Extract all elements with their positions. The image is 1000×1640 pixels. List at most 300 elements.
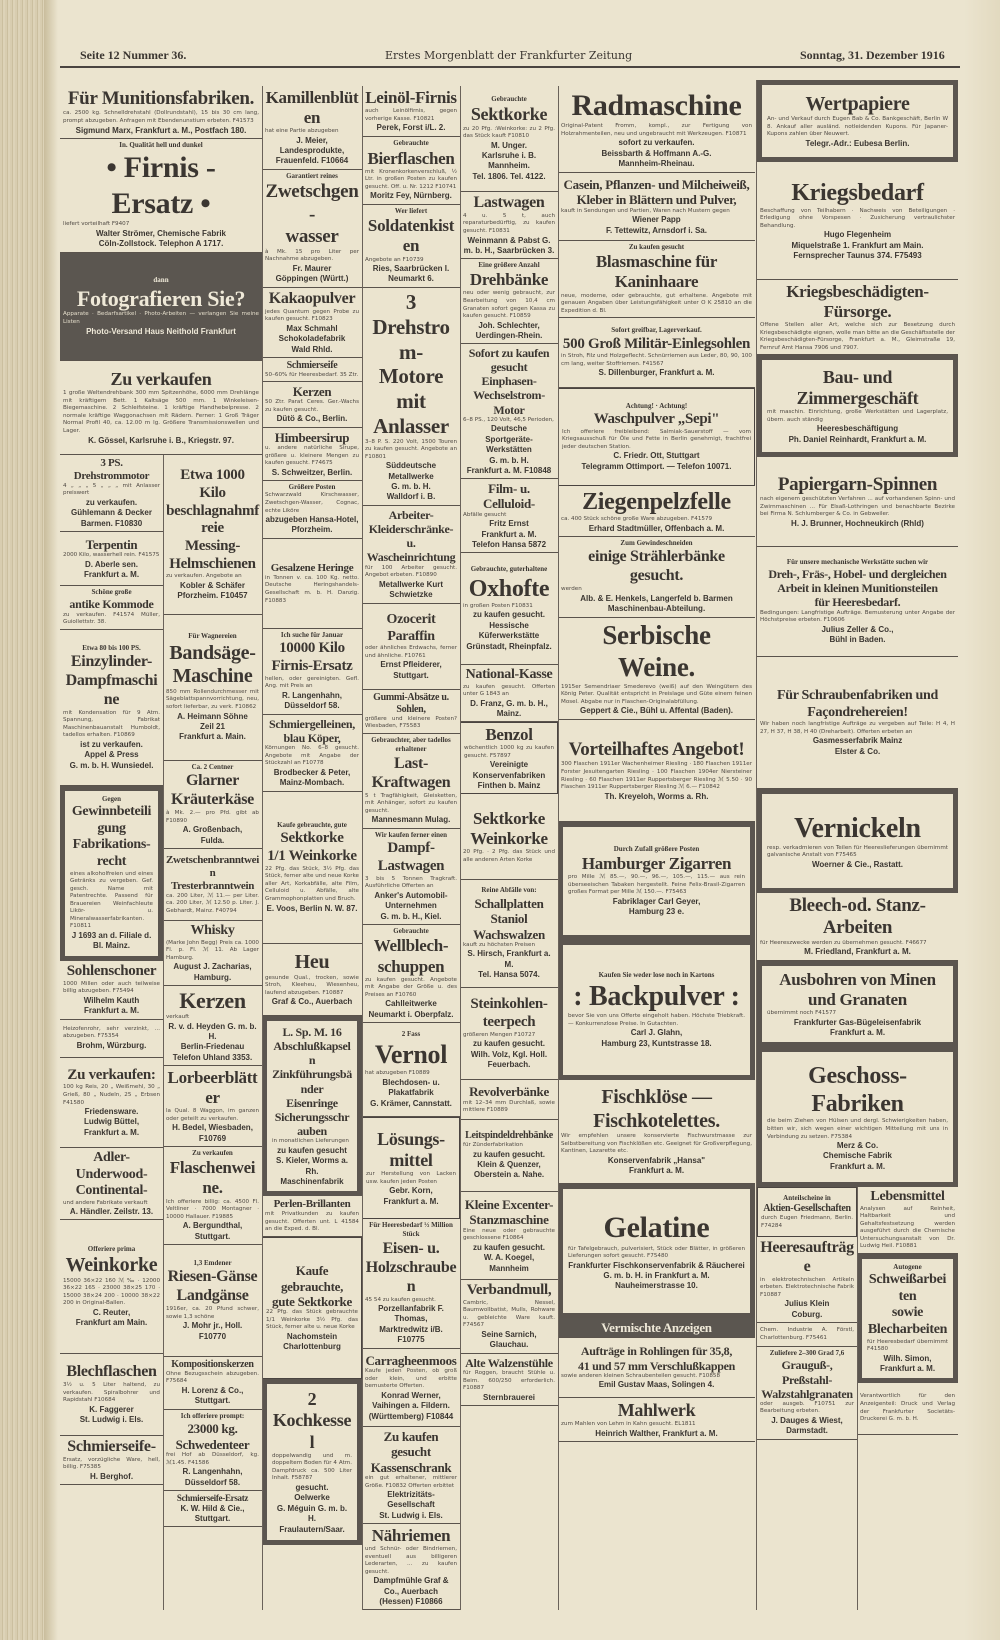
ad-body-text: 4 u. 5 t, auch reparaturbedürftig, zu kaufen gesucht. F10831	[463, 212, 555, 234]
ad-headline: Mahlwerk	[617, 1400, 696, 1420]
ad-advertiser: R. v. d. Heyden G. m. b. H. Berlin-Friedenau Telefon Uhland 3353.	[168, 1021, 257, 1062]
ad-body-text: Schwarzwald Kirschwasser, Zwetschgen-Wasser, Cognac, echte Liköre	[265, 492, 359, 514]
ad-body-text: jedes Quantum gegen Probe zu kaufen gesucht. F10823	[265, 308, 359, 323]
ad-headline: Leitspindeldrehbänke	[465, 1130, 553, 1142]
ad-advertiser: H. Bedel, Wiesbaden, F10769	[172, 1123, 253, 1143]
ad-body-text: oder ausgeb. F10751 zur Bearbeitung erbeten.	[760, 1400, 854, 1415]
ad-advertiser: Merz & Co. Chemische Fabrik Frankfurt a. M.	[823, 1141, 892, 1171]
ad-kicker: Zuliefere 2–300 Grad 7,6	[769, 1349, 845, 1357]
column-rule	[558, 86, 559, 1610]
ad-gesalzene-heringe	[262, 539, 362, 629]
ad-advertiser: Photo-Versand Haus Neithold Frankfurt	[86, 326, 236, 336]
ad-advertiser: Th. Kreyeloh, Worms a. Rh.	[604, 791, 709, 801]
ad-advertiser: M. Friedland, Frankfurt a. M.	[804, 947, 911, 957]
ad-kerzen	[262, 382, 362, 428]
ad-body-text: mit Privatkunden zu kaufen gesucht. Offerten unt. L 41584 an die Exped. d. Bl.	[265, 1210, 359, 1233]
ad-advertiser: H. J. Brunner, Hochneukirch (Rhld)	[791, 518, 924, 528]
ad-wellblech-schuppen	[362, 925, 460, 1023]
ad-headline: Ozocerit Paraffin	[386, 612, 436, 644]
ad-body-text: kauft zu höchsten Preisen	[463, 941, 536, 948]
ad-advertiser: J. Mohr jr., Holl. F10770	[182, 1321, 243, 1341]
ad-body-text: 4 „ „ „ 5 „ „ „ mit Anlasser preiswert	[63, 482, 160, 497]
ad-kicker: Durch Zufall größere Posten	[613, 844, 700, 853]
ad-headline: Sektkorke 1/1 Weinkorke	[267, 830, 357, 865]
ad-headline: Bleech-od. Stanz-Arbeiten	[789, 895, 926, 939]
ad-body-text: größere und kleinere Posten? Wiesbaden, F75583	[365, 715, 457, 730]
ad-body-text: neue, moderne, oder gebrauchte, gut erhaltene. Angebote mit genauen Angaben über Leistungsfähigkeit unter O K 25810 an die Expedition d. Bl.	[561, 292, 752, 314]
ad-riesen-gänse-landgänse	[163, 1245, 262, 1357]
ad-body-text: resp. verkadmieren von Teilen für Heereslieferungen übernimmt galvanische Anstalt von F75465	[767, 844, 948, 859]
ad-kicker: 1,3 Emdener	[193, 1258, 232, 1267]
ad-headline: Alte Walzenstühle	[465, 1356, 553, 1370]
ad-leinöl-firnis	[362, 86, 460, 137]
ad-body-text: 2000 Kilo, wasserhell rein. F41575	[63, 552, 160, 558]
ad-brohm-würzburg	[60, 1020, 163, 1058]
ad-advertiser: Sternbrauerei	[482, 1392, 536, 1402]
ad-advertiser: A. Händler. Zeilstr. 13.	[69, 1207, 154, 1217]
ad-advertiser: Ernst Pfleiderer, Stuttgart.	[380, 660, 442, 680]
ad-advertiser: zu kaufen gesucht. Hessische Küferwerkstätte Grünstadt, Rheinpfalz.	[466, 610, 552, 651]
ad-headline: Bierflaschen	[367, 148, 455, 168]
ad-fischklöse-fischkotelettes	[558, 1080, 755, 1184]
ad-kicker: Für Heeresbedarf ½ Million Stück	[369, 1221, 453, 1239]
ad-body-text: Verantwortlich für den Anzeigenteil: Druck und Verlag der Frankfurter Societäts-Druckerei G. m. b. H.	[860, 1393, 955, 1423]
ad-kicker: Gebrauchte	[393, 927, 429, 936]
header-rule	[60, 66, 960, 68]
ad-advertiser: zu kaufen gesucht. Klein & Quenzer, Oberstein a. Nahe.	[472, 1149, 545, 1180]
ad-headline: Film- u. Celluloid-	[483, 481, 535, 512]
ad-himbeersirup	[262, 428, 362, 481]
ad-kriegsbeschädigten-fürsorge	[757, 280, 958, 355]
ad-advertiser: Sigmund Marx, Frankfurt a. M., Postfach 180.	[75, 125, 247, 135]
ad-headline: Lebensmittel	[870, 1189, 945, 1204]
ad-body-text: Abfälle gesucht	[463, 511, 507, 518]
ad-headline: Zu verkaufen:	[67, 1066, 156, 1083]
ad-advertiser: Ries, Saarbrücken I. Neumarkt 6.	[372, 264, 450, 284]
ad-body-text: Ohne Bezugsschein abzugeben. F75684	[166, 1370, 259, 1385]
ad-schweißarbeiten-sowie-blecharb	[857, 1254, 958, 1383]
ad-body-text: 15000 36×22 160 ℳ ‰ · 12000 36×22 165 · 23000 38×25 170 · 15000 38×24 200 · 10000 38×22 200 in Original-Ballen.	[63, 1277, 160, 1307]
ad-headline: Kaufe gebrauchte, gute Sektkorke	[272, 1263, 352, 1309]
ad-weinkorke	[60, 1220, 163, 1354]
ad-headline: Lastwagen	[473, 194, 545, 211]
ad-headline: Kriegsbeschädigten-Fürsorge.	[786, 282, 929, 322]
ad-kicker: Gebrauchte, guterhaltene	[470, 565, 548, 574]
gutter-shadow	[44, 0, 58, 1640]
ad-headline: Blechflaschen	[66, 1363, 157, 1381]
ad-body-text: 1915er Semendriaer Smederevo (weiß) auf den Weingütern des König Peter. Qualität entspricht in Preislage und Güte einem feinen Mosel. Abgabe nur in Flaschen-Originalabfüllung.	[561, 683, 752, 705]
ad-headline: Leinöl-Firnis	[365, 88, 457, 107]
ad-kicker: Für Wagnereien	[188, 632, 237, 641]
ad-headline: Hamburger Zigarren	[581, 853, 732, 873]
ad-grauguß-preßstahl-walzstahlgra	[757, 1347, 857, 1440]
ad-aktien-gesellschaften	[757, 1187, 857, 1237]
ad-body-text: 50 Ztr. Paraf. Ceres. Ger.-Wachs zu kaufen gesucht.	[265, 399, 359, 413]
ad-body-text: 6–8 PS., 120 Volt, 46,5 Perioden,	[463, 416, 554, 423]
ad-body-text: 3–8 P. S. 220 Volt, 1500 Touren zu kaufen gesucht. Angebote an F10801	[365, 438, 457, 460]
ad-body-text: in elektrotechnischen Artikeln erbeten. Elektrotechnische Fabrik F10887	[760, 1276, 854, 1298]
ad-headline: Wertpapiere	[805, 92, 910, 115]
ad-body-text: zu kaufen gesucht. Angebote mit Angabe der Größe u. des Preises an F10760	[365, 976, 457, 998]
column-rule	[163, 455, 164, 1610]
ad-gelatine	[558, 1184, 755, 1318]
ad-headline: Zu verkaufen	[110, 369, 212, 390]
ad-für-schraubenfabriken-und-fa-o	[757, 657, 958, 789]
ad-advertiser: sofort zu verkaufen. Beissbarth & Hoffmann A.-G. Mannheim-Rheinau.	[601, 138, 712, 169]
ad-headline: Zu kaufen gesucht Kassenschrank	[370, 1429, 452, 1475]
ad-kicker: Eine größere Anzahl	[478, 261, 540, 269]
ad-kicker: Garantiert reines	[286, 172, 338, 180]
ad-advertiser: zu kaufen gesucht. W. A. Koegel, Mannheim	[472, 1242, 545, 1273]
ad-advertiser: zu kaufen gesucht S. Kieler, Worms a. Rh. Maschinenfabrik	[276, 1145, 348, 1186]
ad-vernol	[362, 1023, 460, 1117]
ad-body-text: 50–60% für Heeresbedarf. 35 Ztr.	[265, 371, 359, 378]
ad-bierflaschen	[362, 137, 460, 205]
ad-body-text: zu kaufen gesucht. Offerten unter G 1843 an	[463, 683, 555, 698]
ad-advertiser: Alb. & E. Henkels, Langerfeld b. Barmen Maschinenbau-Abteilung.	[580, 593, 733, 614]
ad-headline: 2 Kochkessel	[272, 1389, 352, 1452]
ad-kicker: In. Qualität hell und dunkel	[119, 141, 203, 149]
ad-kleine-excenter-stanzmaschine	[460, 1192, 558, 1280]
ad-ziegenpelzfelle	[558, 486, 755, 537]
ad-advertiser: Blechdosen- u. Plakatfabrik G. Krämer, Cannstatt.	[370, 1077, 452, 1108]
ad-headline: Ziegenpelzfelle	[582, 489, 731, 515]
ad-headline: Vernol	[374, 1039, 448, 1069]
ad-headline: Benzol	[485, 725, 533, 744]
ad-body-text: mit maschin. Einrichtung, große Werkstätten und Lagerplatz, übern. auch ständig	[767, 409, 948, 423]
ad-headline: Schweißarbeiten sowie Blecharbeiten	[867, 1272, 948, 1337]
ad-advertiser: zu verkaufen. Gühlemann & Decker Barmen. F10830	[71, 498, 152, 528]
ad-body-text: zum Mahlen von Lehm in Kahn gesucht. EL1811	[561, 1421, 696, 1428]
ad-eisen-u-holzschrauben	[362, 1219, 460, 1349]
ad-kicker: Ich offeriere prompt:	[180, 1412, 245, 1420]
ad-body-text: Kaufe jeden Posten, ob groß oder klein, und erbitte bemusterte Offerten.	[365, 1368, 457, 1390]
ad-kicker: Achtung! · Achtung!	[625, 401, 688, 410]
ad-body-text: wöchentlich 1000 kg zu kaufen gesucht. F57897	[464, 745, 554, 759]
ad-body-text: mit Kronenkorkenverschluß, ½ Ltr. in großen Posten zu kaufen gesucht. Off. u. Nr. 1212 F10741	[365, 168, 457, 190]
ad-advertiser: Hugo Flegenheim Miquelstraße 1. Frankfurt am Main. Fernsprecher Taunus 374. F75493	[791, 230, 924, 261]
ad-gewinnbeteiligung-fabrikations	[60, 786, 163, 961]
ad-headline: Schmierseife	[286, 360, 338, 371]
ad-schmierseife-ersatz	[163, 1491, 262, 1527]
ad-advertiser: K. W. Hild & Cie., Stuttgart.	[180, 1503, 245, 1523]
ad-headline: Für Munitionsfabriken.	[67, 88, 255, 109]
ad-kicker: Gebrauchte	[393, 139, 429, 148]
ad-carragheenmoos	[362, 1349, 460, 1427]
ad-headline: Aufträge in Rohlingen für 35,8, 41 und 57 mm Verschlußkappen	[578, 1344, 735, 1373]
ad-advertiser: Seine Sarnich, Glauchau.	[481, 1329, 537, 1350]
ad-advertiser: Fritz Ernst Frankfurt a. M. Telefon Hansa 5872	[471, 519, 547, 549]
ad-advertiser: Telegr.-Adr.: Eubesa Berlin.	[805, 138, 910, 148]
ad-ozocerit-paraffin	[362, 604, 460, 690]
ad-body-text: 3 bis 5 Tonnen Tragkraft. Ausführliche Offerten an	[365, 875, 457, 890]
ad-body-text: für Zünderfabrikation	[463, 1142, 523, 1149]
ad-body-text: durch Eugen Friedmann, Berlin. F74284	[761, 1215, 853, 1229]
ad-kaufe-gebrauchte-gute-sektkork	[262, 1237, 362, 1379]
ad-advertiser: Max Schmahl Schokoladefabrik Wald Rhld.	[278, 323, 346, 354]
ad-headline: Bau- und Zimmergeschäft	[796, 366, 919, 409]
ad-sektkorke-1-1-weinkorke	[262, 792, 362, 944]
ad-body-text: hat abzugeben F10889	[365, 1070, 430, 1077]
ad-body-text: la Qual. 8 Waggon, im ganzen oder geteilt zu verkaufen.	[166, 1108, 259, 1122]
ad-last-kraftwagen	[362, 734, 460, 829]
ad-advertiser: K. Faggerer St. Ludwig i. Els.	[79, 1404, 144, 1425]
ad-headline: Papiergarn-Spinnen	[777, 473, 938, 495]
ad-headline: Last-Kraftwagen	[371, 754, 451, 791]
ad-schallplatten-staniol-wachswal	[460, 880, 558, 988]
ad-kicker: Offeriere prima	[87, 1244, 136, 1253]
ad-body-text: zu verkaufen. F41574 Müller, Guiollettstr. 38.	[63, 611, 160, 626]
ad-kicker: 2 Fass	[401, 1030, 421, 1039]
ad-blasmaschine-für-kaninhaare	[558, 241, 755, 318]
ad-advertiser: Frankfurter Fischkonservenfabrik & Räucherei G. m. b. H. in Frankfurt a. M. Nauheimerstrasse 10.	[568, 1260, 745, 1291]
ad-kicker: Schöne große	[91, 588, 132, 596]
ad-arbeiter-kleiderschränke-u-was	[362, 506, 460, 604]
ad-zu-kaufen-gesucht-kassenschran	[362, 1427, 460, 1524]
ad-body-text: zu 20 Pfg. :Weinkorke: zu 2 Pfg. das Stück kauft F10810	[463, 125, 555, 140]
ad-zwetschenbranntwein-tresterbra	[163, 849, 262, 921]
ad-kicker: dann	[153, 276, 169, 285]
ad-advertiser: Brohm, Würzburg.	[76, 1040, 147, 1050]
ad-body-text: Apparate · Bedarfsartikel · Photo-Arbeiten — verlangen Sie meine Listen	[63, 311, 259, 325]
ad-headline: Perlen-Brillanten	[273, 1198, 351, 1210]
ad-advertiser: S. Schweitzer, Berlin.	[271, 467, 353, 477]
ad-blechflaschen	[60, 1354, 163, 1436]
ad-body-text: mit 12–34 mm Durchlaß, sowie mittlere F10889	[463, 1099, 555, 1114]
ad-headline: Blasmaschine für Kaninhaare	[595, 252, 718, 292]
ad-kerzen	[163, 986, 262, 1066]
ad-headline: Oxhofte	[468, 575, 550, 602]
ad-kicker: Kaufe gebrauchte, gute	[277, 821, 347, 830]
ad-headline: Casein, Pflanzen- und Milcheiweiß, Kleber in Blättern und Pulver,	[563, 177, 750, 208]
ad-advertiser: Graf & Co., Auerbach	[271, 997, 353, 1007]
ad-advertiser: Metallwerke Kurt Schwietzke	[378, 579, 444, 600]
ad-headline: 3 PS. Drehstrommotor	[73, 457, 150, 482]
ad-body-text: kauft in Sendungen und Partien, Waren nach Mustern gegen	[561, 207, 730, 214]
ad-body-text: 850 mm Rollendurchmesser mit Sägeblattspannvorrichtung, neu, sofort lieferbar, zu verk. F10862	[166, 688, 259, 710]
ad-schmierseife	[60, 1436, 163, 1485]
ad-leitspindeldrehbänke	[460, 1120, 558, 1192]
ad-headline: antike Kommode	[69, 597, 154, 612]
column-rule	[262, 86, 263, 1610]
ad-body-text: Heizofenrohr, sehr verzinkt, ... abzugeben. F75354	[63, 1025, 160, 1040]
ad-headline: 3 Drehstrom- Motore mit Anlasser	[372, 290, 450, 438]
ad-advertiser: Anker's Automobil- Unternehmen G. m. b. H., Kiel.	[374, 890, 448, 921]
ad-heeresaufträge	[757, 1237, 857, 1323]
ad-body-text: neu oder wenig gebraucht, zur Bearbeitung von 10,4 cm Granaten sofort gegen Kassa zu kaufen gesucht. F10859	[463, 290, 555, 320]
ad-headline: Serbische Weine.	[602, 620, 711, 682]
ad-vorteilhaftes-angebot	[558, 720, 755, 822]
ad-film-u-celluloid	[460, 479, 558, 553]
ad-3-ps-drehstrommotor	[60, 455, 163, 532]
ad-advertiser: Wilh. Simon, Frankfurt a. M.	[879, 1353, 936, 1373]
ad-advertiser: R. Langenhahn, Düsseldorf 58.	[282, 690, 342, 711]
ad-advertiser: J. Dauges & Wiest, Darmstadt.	[771, 1416, 843, 1436]
ad-lebensmittel	[857, 1187, 958, 1254]
ad-body-text: für Tafelgebrauch, pulverisiert, Stück oder Blätter, in größeren Lieferungen sofort gesucht. F75480	[568, 1245, 745, 1260]
ad-body-text: u. andere natürliche Sirupe, größere u. kleinere Mengen zu kaufen gesucht. F74675	[265, 445, 359, 467]
ad-body-text: ca. 400 Stück schöne große Ware abzugeben. F41579	[561, 516, 713, 523]
ad-headline: Sofort zu kaufen gesucht Einphasen- Wechselstrom-Motor	[468, 346, 550, 417]
ad-advertiser: A. Großenbach, Fulda.	[182, 825, 243, 845]
ad-headline: Lorbeerblätter	[167, 1068, 258, 1108]
ad-kicker: Gegen	[101, 795, 122, 803]
ad-advertiser: Kobler & Schäfer Pforzheim. F10457	[177, 580, 248, 601]
ad-advertiser: Weinmann & Pabst G. m. b. H., Saarbrücken 3.	[463, 235, 555, 255]
ad-kicker: Kaufen Sie weder lose noch in Kartons	[598, 970, 715, 979]
ad-body-text: Bedingungen: Langfristige Aufträge. Bemusterung unter Angabe der Höchstpreise erbeten. F10606	[760, 609, 955, 624]
ad-headline: Kompositionskerzen	[171, 1359, 254, 1370]
ad-headline: Waschpulver „Sepi"	[593, 411, 720, 428]
ad-advertiser: H. Berghof.	[89, 1471, 134, 1481]
ad-bleech-od-stanz-arbeiten	[757, 893, 958, 961]
ad-national-kasse	[460, 665, 558, 722]
ad-advertiser: E. Voos, Berlin N. W. 87.	[266, 903, 358, 913]
ad-headline: Aktien-Gesellschaften	[763, 1203, 851, 1215]
ad-kicker: Gebrauchter, aber tadellos erhaltener	[371, 736, 451, 754]
ad-zu-verkaufen	[60, 1058, 163, 1148]
ad-advertiser: Dütö & Co., Berlin.	[276, 414, 348, 424]
ad-steinkohlen-teerpech	[460, 988, 558, 1080]
ad-headline: Sektkorke Weinkorke	[470, 808, 548, 848]
ad-body-text: oder ähnliches Erdwachs, ferner und ähnliche. F10761	[365, 645, 457, 659]
ad-body-text: verkauft	[166, 1013, 190, 1020]
ad-body-text: übernimmt noch F41577	[767, 1010, 837, 1017]
ad-advertiser: A. Heimann Söhne Zeil 21 Frankfurt a. Main.	[177, 711, 248, 742]
ad-advertiser: Porzellanfabrik F. Thomas, Marktredwitz i/B. F10775	[378, 1304, 444, 1345]
ad-sektkorke	[460, 86, 558, 192]
ad-headline: Gelatine	[603, 1211, 710, 1245]
ad-advertiser: Heinrich Walther, Frankfurt a. M.	[595, 1428, 718, 1438]
ad-headline: Eisen- u. Holzschrauben	[365, 1239, 457, 1295]
ad-body-text: 1916er, ca. 20 Pfund schwer, sowie 1,3 schöne	[166, 1306, 259, 1320]
ad-advertiser: Cahlleitwerke Neumarkt i. Oberpfalz.	[368, 999, 454, 1019]
ad-headline: Riesen-Gänse Landgänse	[167, 1268, 258, 1305]
ad-vernickeln	[757, 789, 958, 893]
ad-advertiser: Süddeutsche Metallwerke G. m. b. H. Walldorf i. B.	[385, 461, 437, 502]
ad-body-text: auch Leinölfirnis, gegen vorherige Kasse. F10821	[365, 108, 457, 122]
ad-radmaschine	[558, 86, 755, 173]
ad-body-text: mit Kondensation für 9 Atm. Spannung, Fabrikat Maschinenbauanstalt Humboldt, tadellos erhalten. F10869	[63, 709, 160, 739]
ad-perlen-brillanten	[262, 1196, 362, 1237]
ad-body-text: für Roggen, braucht Stühle u. Beim. 600/250 erforderlich. F10887	[463, 1370, 555, 1392]
ad-kicker: Wir kaufen ferner einen	[374, 831, 448, 839]
ad-kriegsbedarf	[757, 162, 958, 280]
ad-headline: Radmaschine	[571, 89, 742, 122]
ad-advertiser: Frankfurter Gas-Bügeleisenfabrik Frankfurt a. M.	[793, 1017, 922, 1038]
ad-headline: Dampf-Lastwagen	[377, 840, 445, 875]
ad-headline: 10000 Kilo Firnis-Ersatz	[271, 640, 353, 675]
ad-headline: Steinkohlen- teerpech	[470, 996, 548, 1031]
ad-headline: Dreh-, Fräs-, Hobel- und dergleichen Arbeit in kleinen Munitionsteilen für Heeresbedarf.	[768, 567, 947, 610]
ad-body-text: Ersatz, vorzügliche Ware, hell, billig. F75385	[63, 1456, 160, 1471]
ad-body-text: (Marke John Begg) Preis ca. 1000 Fl. p. Fl. ℳ 11. Ab Lager Hamburg.	[166, 939, 259, 961]
ad-body-text: 45 54 zu kaufen gesucht.	[365, 1296, 436, 1303]
ad-headline: Bandsäge- Maschine	[169, 641, 256, 688]
ad-bau-und-zimmergeschäft	[757, 355, 958, 457]
ad-headline: Für Schraubenfabriken und Façondrehereien!	[776, 688, 939, 720]
ad-kicker: Etwa 80 bis 100 PS.	[82, 643, 141, 652]
ad-terpentin	[60, 532, 163, 586]
ad-body-text: Eine neue oder gebrauchte geschlossene F10864	[463, 1227, 555, 1242]
ad-headline: Kleine Excenter- Stanzmaschine	[464, 1197, 554, 1228]
ad-headline: Wellblech- schuppen	[373, 936, 449, 976]
ad-body-text: und Schnür- oder Bindriemen, eventuell aus billigeren Lederarten, ... zu kaufen gesucht.	[365, 1546, 457, 1575]
ad-advertiser: Wilhelm Kauth Frankfurt a. M.	[83, 995, 140, 1016]
ad-headline: Drehbänke	[469, 270, 549, 290]
ad-backpulver	[558, 940, 755, 1080]
ad-headline: L. Sp. M. 16 Abschlußkapseln Zinkführungsbänder Eisenringe Sicherungsschrauben	[272, 1025, 352, 1139]
ad-headline: Flaschenweine.	[169, 1158, 256, 1198]
column-rule	[362, 86, 363, 1610]
ad-advertiser: Deutsche Sportgeräte-Werkstätten G. m. b. H. Frankfurt a. M. F10848	[466, 424, 552, 475]
ad-headline: Fischklöse — Fischkotelettes.	[593, 1086, 720, 1132]
ad-body-text: Chem. Industrie A. Förstl, Charlottenburg. F75461	[760, 1326, 854, 1341]
ad-headline: Carragheenmoos	[365, 1352, 457, 1368]
ad-body-text: sowie anderen kleinen Schraubenteilen gesucht. F10858	[561, 1372, 721, 1379]
ad-kicker: Größere Posten	[288, 483, 336, 491]
ad-body-text: 5 t Tragfähigkeit, Gleisketten, mit Anhänger, sofort zu kaufen gesucht.	[365, 792, 457, 814]
ad-einige-strählerbänke-gesucht	[558, 537, 755, 618]
ad-body-text: Beschaffung von Teilhabern · Nachweis von Beteiligungen · Erledigung ohne Vorspesen · Zusicherung vertraulichster Behandlung.	[760, 207, 955, 229]
ad-advertiser: Perek, Forst i/L. 2.	[376, 123, 446, 133]
ad-kamillenblüten	[262, 86, 362, 170]
ad-headline: National-Kasse	[465, 667, 553, 682]
ad-sohlenschoner	[60, 961, 163, 1020]
ad-headline: Himbeersirup	[274, 430, 350, 445]
ad-benzol	[460, 722, 558, 794]
ad-kicker: Für unsere mechanische Werkstätte suchen wir	[786, 557, 929, 566]
ad-gummi-absätze-u-sohlen	[362, 690, 460, 734]
ad-body-text: für Heeresbedarf übernimmt F41580	[867, 1338, 948, 1353]
ad-nähriemen	[362, 1524, 460, 1610]
ad-headline: Sohlenschoner	[66, 963, 157, 979]
ad-dreh-fräs-hobel-und-dergleiche	[757, 547, 958, 657]
ad-advertiser: Fabriklager Carl Geyer, Hamburg 23 e.	[612, 896, 701, 917]
ad-body-text: ca. 2500 kg. Schnelldrehstahl (Dollrundstahl), 15 bis 30 cm lang, prompt abzugeben. Anfragen mit Ebendenunstium erbeten. F41573	[63, 110, 259, 124]
ad-advertiser: S. Hirsch, Frankfurt a. M. Tel. Hansa 5074.	[467, 949, 551, 980]
ad-advertiser: D. Aberle sen. Frankfurt a. M.	[83, 559, 140, 579]
ad-advertiser: abzugeben Hansa-Hotel, Pforzheim.	[265, 515, 359, 535]
ad-body-text: und andere Fabrikate verkauft	[63, 1199, 148, 1206]
ad-headline: Kerzen	[179, 988, 246, 1013]
ad-etwa-1000-kilo-beschlagnahmfre	[163, 455, 262, 615]
ad-headline: Vernickeln	[794, 812, 921, 844]
ad-advertiser: C. Reuter, Frankfurt am Main.	[75, 1307, 148, 1328]
ad-advertiser: Elektrizitäts-Gesellschaft St. Ludwig i. Els.	[379, 1490, 443, 1520]
ad-body-text: hellen, oder gereinigten. Gefl. Ang. mit Preis an	[265, 675, 359, 690]
ad-headline: Kakaopulver	[268, 290, 356, 307]
ad-headline: Terpentin	[85, 536, 138, 552]
ad-oxhofte	[460, 553, 558, 665]
ad-23000-kg-schwedenteer	[163, 1410, 262, 1491]
ad-body-text: 3½ u. 5 Liter haltend, zu verkaufen. Spiralbohrer und Rapidstahl F10684	[63, 1382, 160, 1404]
page-margin	[964, 0, 1000, 1640]
ad-headline: Heeresaufträge	[760, 1239, 854, 1275]
ad-body-text: Wir haben noch langfristige Aufträge zu vergeben auf Teile: H 4, H 27, H 37, H 38, H 40 (Dreharbeit). Offerten erbeten an	[760, 721, 955, 735]
ad-body-text: in monatlichen Lieferungen	[272, 1138, 349, 1145]
ad-body-text: zur Herstellung von Lacken usw. kaufen jeden Posten	[366, 1171, 456, 1185]
ad-body-text: à Mk. 2.— pro Pfd. gibt ab F10890	[166, 810, 259, 824]
ad-advertiser: Emil Gustav Maas, Solingen 4.	[598, 1380, 715, 1390]
ad-advertiser: zu kaufen gesucht. Wilh. Volz, Kgl. Holl. Feuerbach.	[470, 1039, 548, 1070]
ad-body-text: eines alkoholfreien und eines Getränks zu vergeben. Gef. gesch. Name mit Patentrechte. Passend für Brauereien Weinfachleute Likör- u. Mineralwasserfabrikanten. F10811	[70, 870, 153, 930]
ad-body-text: 22 Pfg. das Stück, 3½ Pfg. das Stück, ferner alte und neue Korke aller Art, Korkabfälle, alte Film, Celluloid u. Abfälle, alte Grammophonplatten und Bruch.	[265, 865, 359, 903]
ad-heu	[262, 944, 362, 1016]
ad-body-text: gesunde Qual., trocken, sowie Stroh, Kleeheu, Wiesenheu, laufend abzugeben. F10887	[265, 974, 359, 996]
ad-advertiser: J. Meier, Landesprodukte, Frauenfeld. F10664	[275, 135, 349, 166]
ad-body-text: für Heereszwecke werden zu übernehmen gesucht. F46677	[760, 939, 927, 946]
